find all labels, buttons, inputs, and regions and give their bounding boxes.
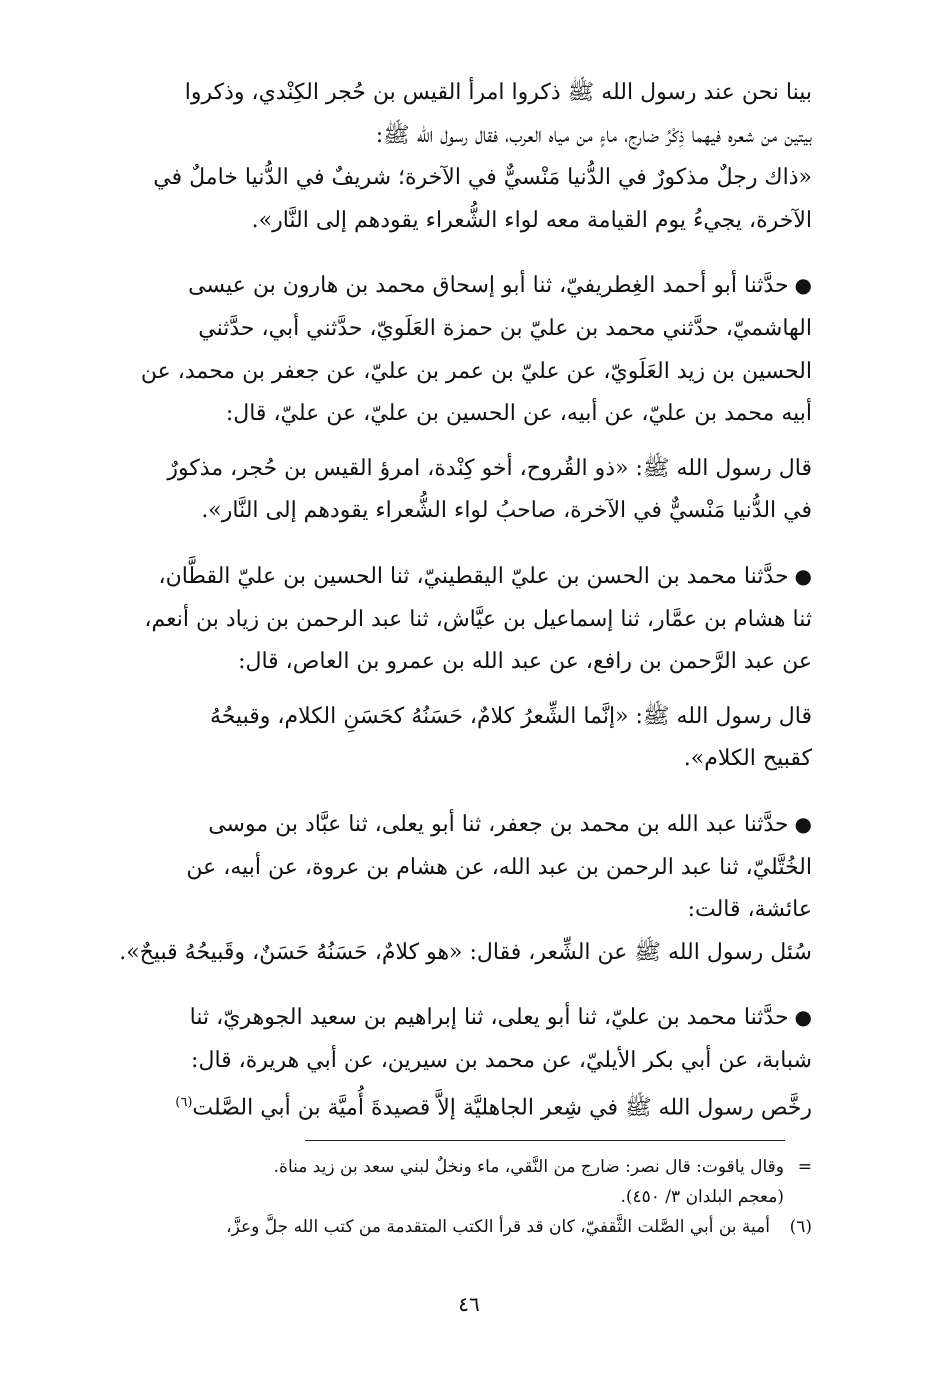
text-line: بيتين من شعره فيهما ذِكْرُ ضارج، ماءٍ من مياه العرب، فقال رسول الله ﷺ: <box>375 122 812 148</box>
text-line: شبابة، عن أبي بكر الأيليّ، عن محمد بن سيرين، عن أبي هريرة، قال: <box>191 1047 812 1073</box>
footnote-6: (٦)أمية بن أبي الصَّلت الثَّقفيّ، كان قد قرأ الكتب المتقدمة من كتب الله جلَّ وعزَّ، <box>100 1212 812 1242</box>
text-line: سُئل رسول الله ﷺ عن الشِّعر، فقال: «هو كلامٌ، حَسَنُهُ حَسَنٌ، وقَبيحُهُ قبيحٌ». <box>119 939 812 965</box>
text-line: بينا نحن عند رسول الله ﷺ ذكروا امرأ القيس بن حُجر الكِنْدي، وذكروا <box>184 80 812 105</box>
footnote-continued-line: =وقال ياقوت: قال نصر: ضارج من النَّقي، ماء ونخلٌ لبني سعد بن زيد مناة. <box>100 1152 812 1182</box>
text-line: الخُتَّليّ، ثنا عبد الرحمن بن عبد الله، عن هشام بن عروة، عن أبيه، عن <box>186 854 812 880</box>
text-line: قال رسول الله ﷺ: «ذو القُروح، أخو كِنْدة، امرؤ القيس بن حُجر، مذكورٌ <box>167 455 812 481</box>
text-line: الآخرة، يجيءُ يوم القيامة معه لواء الشُّعراء يقودهم إلى النَّار». <box>251 207 812 233</box>
text-line: أبيه محمد بن عليّ، عن أبيه، عن الحسين بن عليّ، عن عليّ، قال: <box>225 401 812 427</box>
paragraph-isnad-jawhari <box>100 996 812 1130</box>
text-line: الحسين بن زيد العَلَويّ، عن عليّ بن عمر بن عليّ، عن جعفر بن محمد، عن <box>140 358 812 384</box>
footnote-continued-line: (معجم البلدان ٣/ ٤٥٠). <box>620 1187 784 1207</box>
text-line: الهاشميّ، حدَّثني محمد بن عليّ بن حمزة العَلَويّ، حدَّثني أبي، حدَّثني <box>198 315 812 341</box>
bullet-icon: ● <box>794 811 812 836</box>
text-line: ثنا هشام بن عمَّار، ثنا إسماعيل بن عيَّاش، ثنا عبد الرحمن بن زياد بن أنعم، <box>144 606 812 632</box>
bullet-icon: ● <box>794 563 812 588</box>
text-line: قال رسول الله ﷺ: «إنَّما الشِّعرُ كلامٌ، حَسَنُهُ كحَسَنِ الكلام، وقبيحُهُ <box>210 703 812 729</box>
text-line: رخَّص رسول الله ﷺ في شِعر الجاهليَّة إلاَّ قصيدةَ أُميَّة بن أبي الصَّلت$^{(٦)}$ <box>175 1095 812 1121</box>
bullet-icon: ● <box>794 273 812 298</box>
page-body <box>100 72 812 1130</box>
bullet-icon: ● <box>794 1005 812 1030</box>
paragraph-isnad-abd-allah <box>100 803 812 932</box>
footnote-continued-mark: = <box>797 1157 812 1177</box>
text-line: ●حدَّثنا أبو أحمد الغِطريفيّ، ثنا أبو إسحاق محمد بن هارون بن عيسى <box>100 264 812 308</box>
paragraph-aisha-hadith <box>100 932 812 975</box>
footnotes <box>100 1152 812 1242</box>
text-line: ●حدَّثنا محمد بن عليّ، ثنا أبو يعلى، ثنا إبراهيم بن سعيد الجوهريّ، ثنا <box>100 996 812 1040</box>
paragraph-imru-al-qays-hadith <box>100 72 812 242</box>
paragraph-poetry-is-speech-hadith <box>100 696 812 781</box>
footnote-separator <box>305 1140 785 1141</box>
paragraph-isnad-ghitrifi <box>100 264 812 435</box>
footnote-6-mark: (٦) <box>789 1217 812 1237</box>
text-line: عن عبد الرَّحمن بن رافع، عن عبد الله بن عمرو بن العاص، قال: <box>238 649 812 675</box>
paragraph-dhu-al-quruh-hadith <box>100 448 812 533</box>
text-line: عائشة، قالت: <box>687 897 812 923</box>
text-line: في الدُّنيا مَنْسيٌّ في الآخرة، صاحبُ لواء الشُّعراء يقودهم إلى النَّار». <box>201 498 812 524</box>
text-line: كقبيح الكلام». <box>683 746 812 772</box>
page-number: ٤٦ <box>458 1292 480 1316</box>
paragraph-isnad-yaqtini <box>100 555 812 684</box>
text-line: ●حدَّثنا محمد بن الحسن بن عليّ اليقطينيّ، ثنا الحسين بن عليّ القطَّان، <box>100 555 812 599</box>
footnote-reference: (٦) <box>175 1095 193 1111</box>
text-line: «ذاك رجلٌ مذكورٌ في الدُّنيا مَنْسيٌّ في الآخرة؛ شريفٌ في الدُّنيا خاملٌ في <box>153 165 812 191</box>
text-line: ●حدَّثنا عبد الله بن محمد بن جعفر، ثنا أبو يعلى، ثنا عبَّاد بن موسى <box>100 803 812 847</box>
